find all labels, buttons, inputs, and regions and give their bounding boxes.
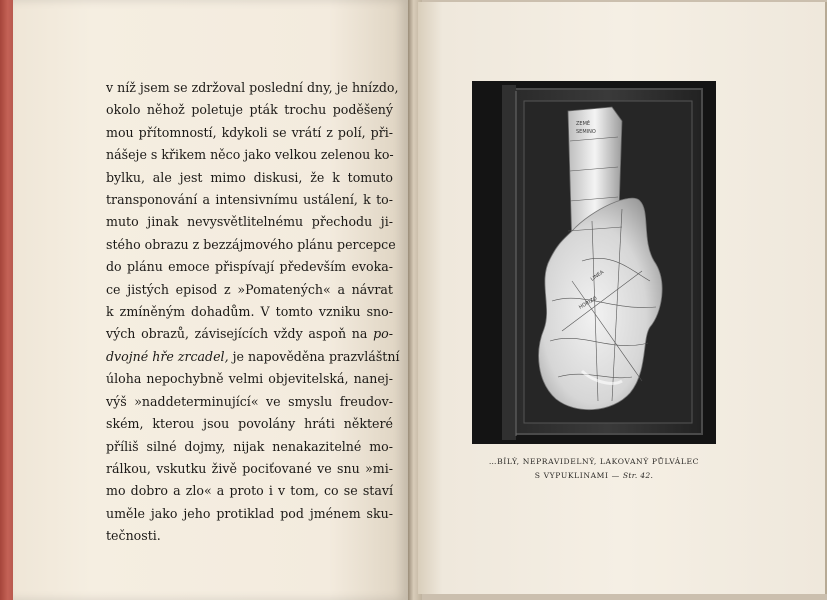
- text-fragment: vých obrazů, závisejících vždy aspoň na: [106, 326, 368, 342]
- red-binding-edge: [0, 0, 13, 600]
- caption-page-ref: Str. 42.: [622, 471, 654, 480]
- italic-fragment: po-: [373, 326, 393, 342]
- plate-photograph: [472, 81, 716, 444]
- right-page: [418, 2, 827, 594]
- text-line: úloha nepochybně velmi objevitelská, nanej-: [106, 371, 393, 387]
- text-line: nášeje s křikem něco jako velkou zelenou ko-: [106, 147, 394, 163]
- photo-illustration: [472, 81, 716, 444]
- text-line: ce jistých episod z »Pomatených« a návrat: [106, 281, 393, 297]
- text-line: rálkou, vskutku živě pociťované ve snu »mi-: [106, 460, 393, 476]
- text-line: mou přítomností, kdykoli se vrátí z polí, při-: [106, 124, 393, 140]
- text-line: ském, kterou jsou povolány hráti některé: [106, 416, 393, 432]
- photo-label: ZEMĚ: [576, 121, 591, 127]
- left-page: [13, 0, 408, 600]
- text-line: bylku, ale jest mimo diskusi, že k tomuto: [106, 169, 393, 185]
- text-line: výš »naddeterminující« ve smyslu freudov-: [106, 393, 393, 409]
- text-line-with-italic: [106, 346, 400, 368]
- text-line: okolo něhož poletuje pták trochu poděšený: [106, 102, 393, 118]
- text-line-with-italic: [106, 323, 393, 345]
- text-line: mo dobro a zlo« a proto i v tom, co se staví: [106, 483, 393, 499]
- text-line: uměle jako jeho protiklad pod jménem sku-: [106, 505, 393, 521]
- text-line: do plánu emoce přispívají především evoka-: [106, 259, 393, 275]
- caption-line-2: [472, 469, 716, 483]
- body-text: [106, 77, 400, 548]
- photo-label: HORIZO: [578, 295, 599, 311]
- italic-fragment: dvojné hře zrcadel,: [106, 348, 229, 364]
- caption-text: S VYPUKLINAMI —: [534, 471, 620, 480]
- text-fragment: je napověděna prazvláštní: [232, 348, 400, 364]
- text-line: muto jinak nevysvětlitelnému přechodu ji-: [106, 214, 393, 230]
- text-line: k zmíněným dohadům. V tomto vzniku sno-: [106, 304, 393, 320]
- text-line: v níž jsem se zdržoval poslední dny, je hnízdo,: [106, 80, 399, 95]
- text-line: transponování a intensivnímu ustálení, k to-: [106, 192, 393, 208]
- text-line: tečnosti.: [106, 528, 161, 544]
- caption-line-1: …BÍLÝ, NEPRAVIDELNÝ, LAKOVANÝ PŮLVÁLEC: [488, 457, 700, 466]
- photo-label: LINEA: [589, 269, 606, 283]
- plate-caption: [472, 455, 716, 483]
- text-line: příliš silné dojmy, nijak nenakazitelné mo-: [106, 438, 393, 454]
- text-line: stého obrazu z bezzájmového plánu percepce: [106, 236, 396, 252]
- photo-label: SEMINO: [576, 129, 596, 135]
